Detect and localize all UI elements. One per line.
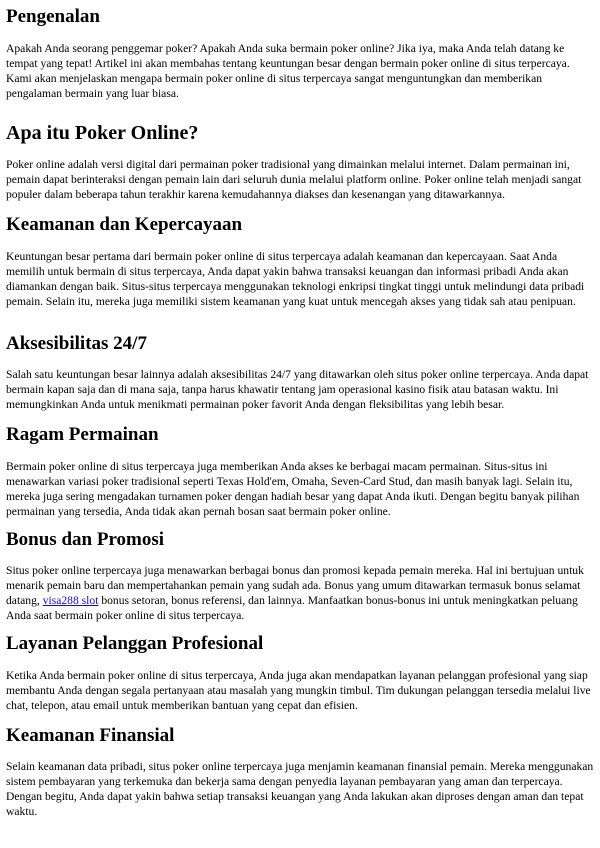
paragraph-keamanan-kepercayaan: Keuntungan besar pertama dari bermain poker online di situs terpercaya adalah keamanan dan kepercayaan. Saat Anda memilih untuk bermain di situs terpercaya, Anda dapat yakin bahwa transaksi keuangan dan informasi pribadi Anda akan diamankan dengan baik. Situs-situs terpercaya menggunakan teknologi enkripsi tingkat tinggi untuk melindungi data pribadi pemain. Selain itu, mereka juga memiliki sistem keamanan yang kuat untuk mencegah akses yang tidak sah atau penipuan. (6, 250, 585, 308)
heading-keamanan-finansial: Keamanan Finansial (6, 725, 175, 746)
heading-keamanan-kepercayaan: Keamanan dan Kepercayaan (6, 214, 243, 235)
paragraph-layanan-pelanggan: Ketika Anda bermain poker online di situs terpercaya, Anda juga akan mendapatkan layanan pelanggan profesional yang siap membantu Anda dengan segala pertanyaan atau masalah yang mungkin timbul. Tim dukungan pelanggan tersedia melalui live chat, telepon, atau email untuk memberikan bantuan yang cepat dan efisien. (6, 669, 591, 712)
heading-layanan-pelanggan: Layanan Pelanggan Profesional (6, 633, 264, 654)
paragraph-keamanan-finansial: Selain keamanan data pribadi, situs poker online terpercaya juga menjamin keamanan finansial pemain. Mereka menggunakan sistem pembayaran yang terkemuka dan bekerja sama dengan penyedia layanan pembayaran yang aman dan terpercaya. Dengan begitu, Anda dapat yakin bahwa setiap transaksi keuangan yang Anda lakukan akan diproses dengan aman dan tepat waktu. (6, 760, 594, 818)
paragraph-ragam-permainan: Bermain poker online di situs terpercaya juga memberikan Anda akses ke berbagai macam permainan. Situs-situs ini menawarkan variasi poker tradisional seperti Texas Hold'em, Omaha, Seven-Card Stud, dan masih banyak lagi. Selain itu, mereka juga sering mengadakan turnamen poker dengan hadiah besar yang dapat Anda ikuti. Dengan begitu banyak pilihan permainan yang tersedia, Anda tidak akan pernah bosan saat bermain poker online. (6, 460, 580, 518)
visa288-slot-link[interactable]: visa288 slot (42, 594, 99, 607)
paragraph-bonus-text-before: Situs poker online terpercaya juga menawarkan berbagai bonus dan promosi kepada pemain mereka. Hal ini bertujuan untuk menarik pemain baru dan mempertahankan pemain yang sudah ada. Bonus yang umum ditawarkan termasuk bonus selamat datang, (6, 564, 584, 607)
heading-bonus-promosi: Bonus dan Promosi (6, 529, 165, 550)
heading-aksesibilitas: Aksesibilitas 24/7 (6, 333, 147, 354)
heading-ragam-permainan: Ragam Permainan (6, 424, 159, 445)
paragraph-bonus-promosi (6, 563, 596, 623)
paragraph-aksesibilitas: Salah satu keuntungan besar lainnya adalah aksesibilitas 24/7 yang ditawarkan oleh situs poker online terpercaya. Anda dapat bermain kapan saja dan di mana saja, tanpa harus khawatir tentang jam operasional kasino fisik atau batasan waktu. Ini memungkinkan Anda untuk menikmati permainan poker favorit Anda dengan fleksibilitas yang lebih besar. (6, 368, 589, 411)
heading-apa-itu-poker-online: Apa itu Poker Online? (6, 122, 199, 144)
paragraph-pengenalan: Apakah Anda seorang penggemar poker? Apakah Anda suka bermain poker online? Jika iya, maka Anda telah datang ke tempat yang tepat! Artikel ini akan membahas tentang keuntungan besar dengan bermain poker online di situs terpercaya. Kami akan menjelaskan mengapa bermain poker online di situs terpercaya sangat menguntungkan dan memberikan pengalaman bermain yang luar biasa. (6, 42, 570, 100)
paragraph-apa-itu-poker-online: Poker online adalah versi digital dari permainan poker tradisional yang dimainkan melalui internet. Dalam permainan ini, pemain dapat berinteraksi dengan pemain lain dari seluruh dunia melalui platform online. Poker online telah menjadi sangat populer dalam beberapa tahun terakhir karena kemudahannya diakses dan kesenangan yang ditawarkannya. (6, 158, 582, 201)
heading-pengenalan: Pengenalan (6, 6, 100, 27)
paragraph-bonus-text-after: bonus setoran, bonus referensi, dan lainnya. Manfaatkan bonus-bonus ini untuk meningkatkan peluang Anda saat bermain poker online di situs terpercaya. (6, 594, 578, 622)
